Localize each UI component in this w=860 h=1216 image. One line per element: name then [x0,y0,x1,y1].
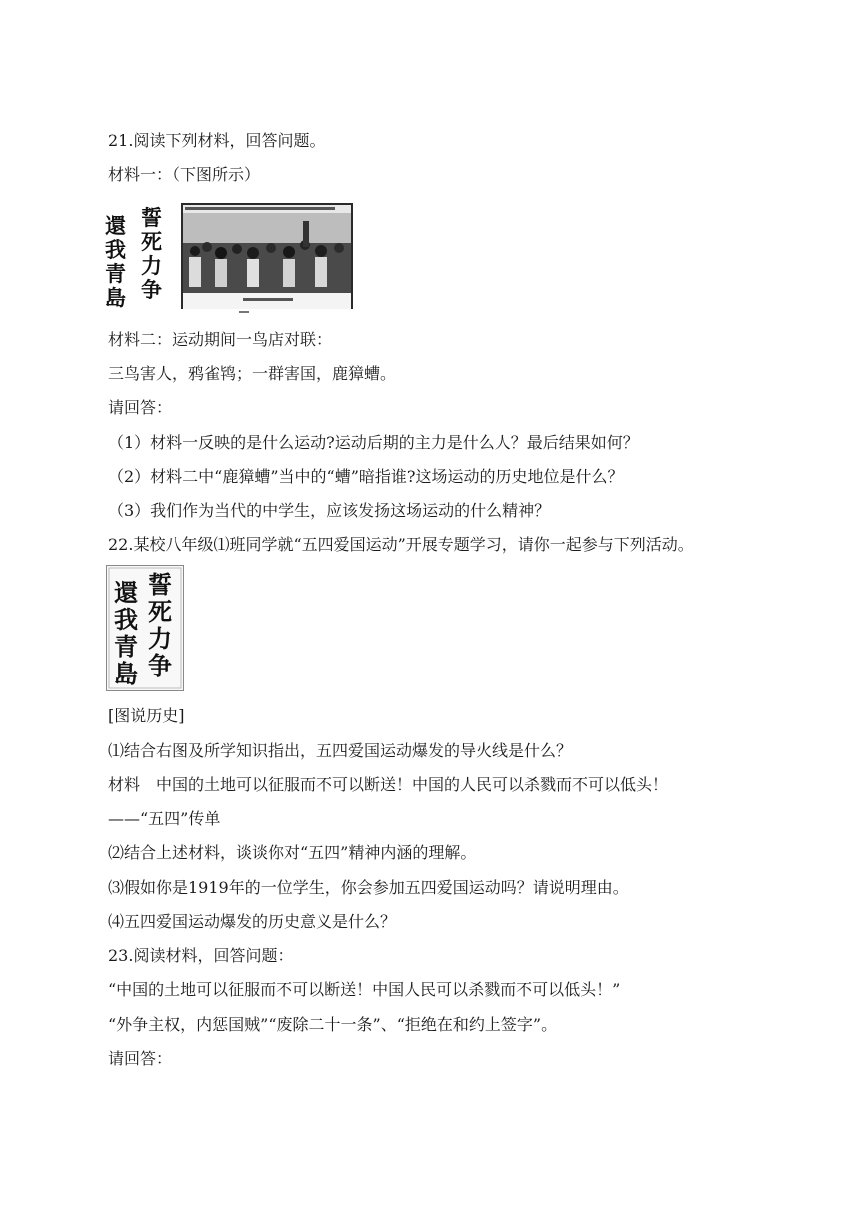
slogan-char: 争 [141,277,162,302]
slogan-char: 還 [114,578,138,607]
slogan-char: 誓 [148,570,172,599]
q21-material2-label: 材料二：运动期间一鸟店对联： [108,330,333,349]
slogan-char: 我 [105,237,126,262]
q23-quote-1: “中国的土地可以征服而不可以断送！中国人民可以杀戮而不可以低头！” [108,980,621,999]
slogan-char: 青 [114,632,138,661]
q23-quote-2: “外争主权，内惩国贼”“废除二十一条”、“拒绝在和约上签字”。 [108,1015,558,1034]
q22-material: 材料 中国的土地可以征服而不可以断送！中国的人民可以杀戮而不可以低头！ [108,775,669,794]
q23-prompt: 请回答： [108,1049,173,1068]
q21-question-2: （2）材料二中“鹿獐螬”当中的“螬”暗指谁?这场运动的历史地位是什么？ [108,467,624,486]
slogan-char: 力 [148,624,172,653]
slogan-char: 島 [114,659,138,688]
slogan-char: 力 [141,253,162,278]
slogan-calligraphy [105,205,162,310]
q22-section-label: [图说历史] [108,706,185,725]
q21-material1-label: 材料一：（下图所示） [108,165,261,184]
slogan-char: 島 [105,285,126,310]
q22-question-2: ⑵结合上述材料，谈谈你对“五四”精神内涵的理解。 [108,843,477,862]
q21-title: 21.阅读下列材料，回答问题。 [108,131,326,150]
slogan-char: 我 [114,605,138,634]
q22-question-3: ⑶假如你是1919年的一位学生，你会参加五四爱国运动吗？请说明理由。 [108,878,629,897]
slogan-char: 争 [148,651,172,680]
q22-question-1: ⑴结合右图及所学知识指出，五四爱国运动爆发的导火线是什么？ [108,741,573,760]
slogan-char: 青 [105,261,126,286]
q21-prompt: 请回答： [108,398,173,417]
q21-couplet: 三鸟害人，鸦雀鸨；一群害国，鹿獐螬。 [108,364,397,383]
q21-question-3: （3）我们作为当代的中学生，应该发扬这场运动的什么精神？ [108,501,551,520]
crowd-photo [181,203,353,313]
may-fourth-photo-figure [103,201,355,317]
q22-question-4: ⑷五四爱国运动爆发的历史意义是什么？ [108,912,397,931]
slogan-char: 死 [141,229,162,254]
slogan-char: 死 [148,597,172,626]
q22-material-source: ——“五四”传单 [108,809,221,828]
q22-title: 22.某校八年级⑴班同学就“五四爱国运动”开展专题学习，请你一起参与下列活动。 [108,535,694,554]
slogan-char: 誓 [141,205,162,230]
slogan-figure [106,565,184,691]
q21-question-1: （1）材料一反映的是什么运动?运动后期的主力是什么人？最后结果如何？ [108,433,639,452]
slogan-char: 還 [105,213,126,238]
q23-title: 23.阅读材料，回答问题： [108,946,294,965]
